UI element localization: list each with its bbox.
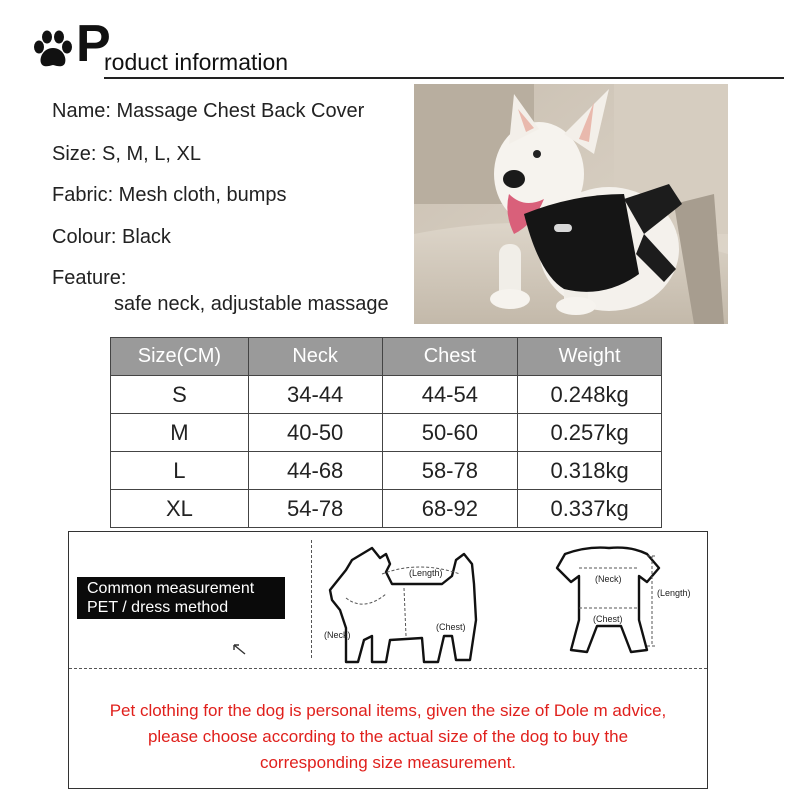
cell-size: L — [111, 452, 249, 490]
header-neck: Neck — [248, 338, 382, 376]
dog-chest-label: (Chest) — [436, 622, 466, 632]
info-feature-label: Feature: — [52, 267, 127, 289]
cell-weight: 0.318kg — [518, 452, 662, 490]
measurement-guide-box — [68, 531, 708, 789]
info-feature-value: safe neck, adjustable massage — [114, 293, 389, 315]
cell-neck: 34-44 — [248, 376, 382, 414]
dog-neck-label: (Neck) — [324, 630, 351, 640]
cell-neck: 54-78 — [248, 490, 382, 528]
cell-neck: 44-68 — [248, 452, 382, 490]
info-size: Size: S, M, L, XL — [52, 143, 201, 165]
dress-measurement-diagram — [535, 542, 705, 662]
dog-photo-illustration — [414, 84, 728, 324]
dog-measurement-diagram — [324, 540, 509, 668]
header-size: Size(CM) — [111, 338, 249, 376]
dress-neck-label: (Neck) — [595, 574, 622, 584]
cell-weight: 0.257kg — [518, 414, 662, 452]
advice-line-1: Pet clothing for the dog is personal items, given the size of Dole m advice, — [109, 701, 667, 720]
cell-weight: 0.337kg — [518, 490, 662, 528]
table-header-row — [111, 338, 662, 376]
size-advice-text — [69, 698, 707, 776]
page-header — [0, 0, 800, 80]
vertical-divider — [311, 540, 312, 658]
table-row — [111, 414, 662, 452]
info-fabric: Fabric: Mesh cloth, bumps — [52, 184, 287, 206]
advice-line-3: corresponding size measurement. — [259, 753, 517, 772]
cell-size: XL — [111, 490, 249, 528]
cell-size: M — [111, 414, 249, 452]
header-divider — [104, 77, 784, 79]
header-title-rest: roduct information — [104, 49, 289, 75]
measurement-method-label — [77, 577, 285, 619]
info-name: Name: Massage Chest Back Cover — [52, 100, 365, 122]
size-chart-table — [110, 337, 662, 528]
product-photo — [414, 84, 728, 324]
table-row — [111, 490, 662, 528]
table-row — [111, 376, 662, 414]
cell-chest: 58-78 — [382, 452, 518, 490]
cell-size: S — [111, 376, 249, 414]
method-line-2: PET / dress method — [87, 599, 229, 616]
table-row — [111, 452, 662, 490]
paw-icon — [32, 30, 74, 70]
arrow-icon — [233, 644, 247, 656]
method-line-1: Common measurement — [87, 580, 255, 597]
dog-length-label: (Length) — [409, 568, 443, 578]
advice-line-2: please choose according to the actual size of the dog to buy the — [147, 727, 629, 746]
dress-chest-label: (Chest) — [593, 614, 623, 624]
cell-chest: 68-92 — [382, 490, 518, 528]
header-title-initial: P — [76, 15, 111, 73]
horizontal-divider — [69, 668, 707, 669]
cell-chest: 50-60 — [382, 414, 518, 452]
cell-weight: 0.248kg — [518, 376, 662, 414]
header-chest: Chest — [382, 338, 518, 376]
dress-length-label: (Length) — [657, 588, 691, 598]
header-weight: Weight — [518, 338, 662, 376]
cell-chest: 44-54 — [382, 376, 518, 414]
cell-neck: 40-50 — [248, 414, 382, 452]
info-colour: Colour: Black — [52, 226, 171, 248]
